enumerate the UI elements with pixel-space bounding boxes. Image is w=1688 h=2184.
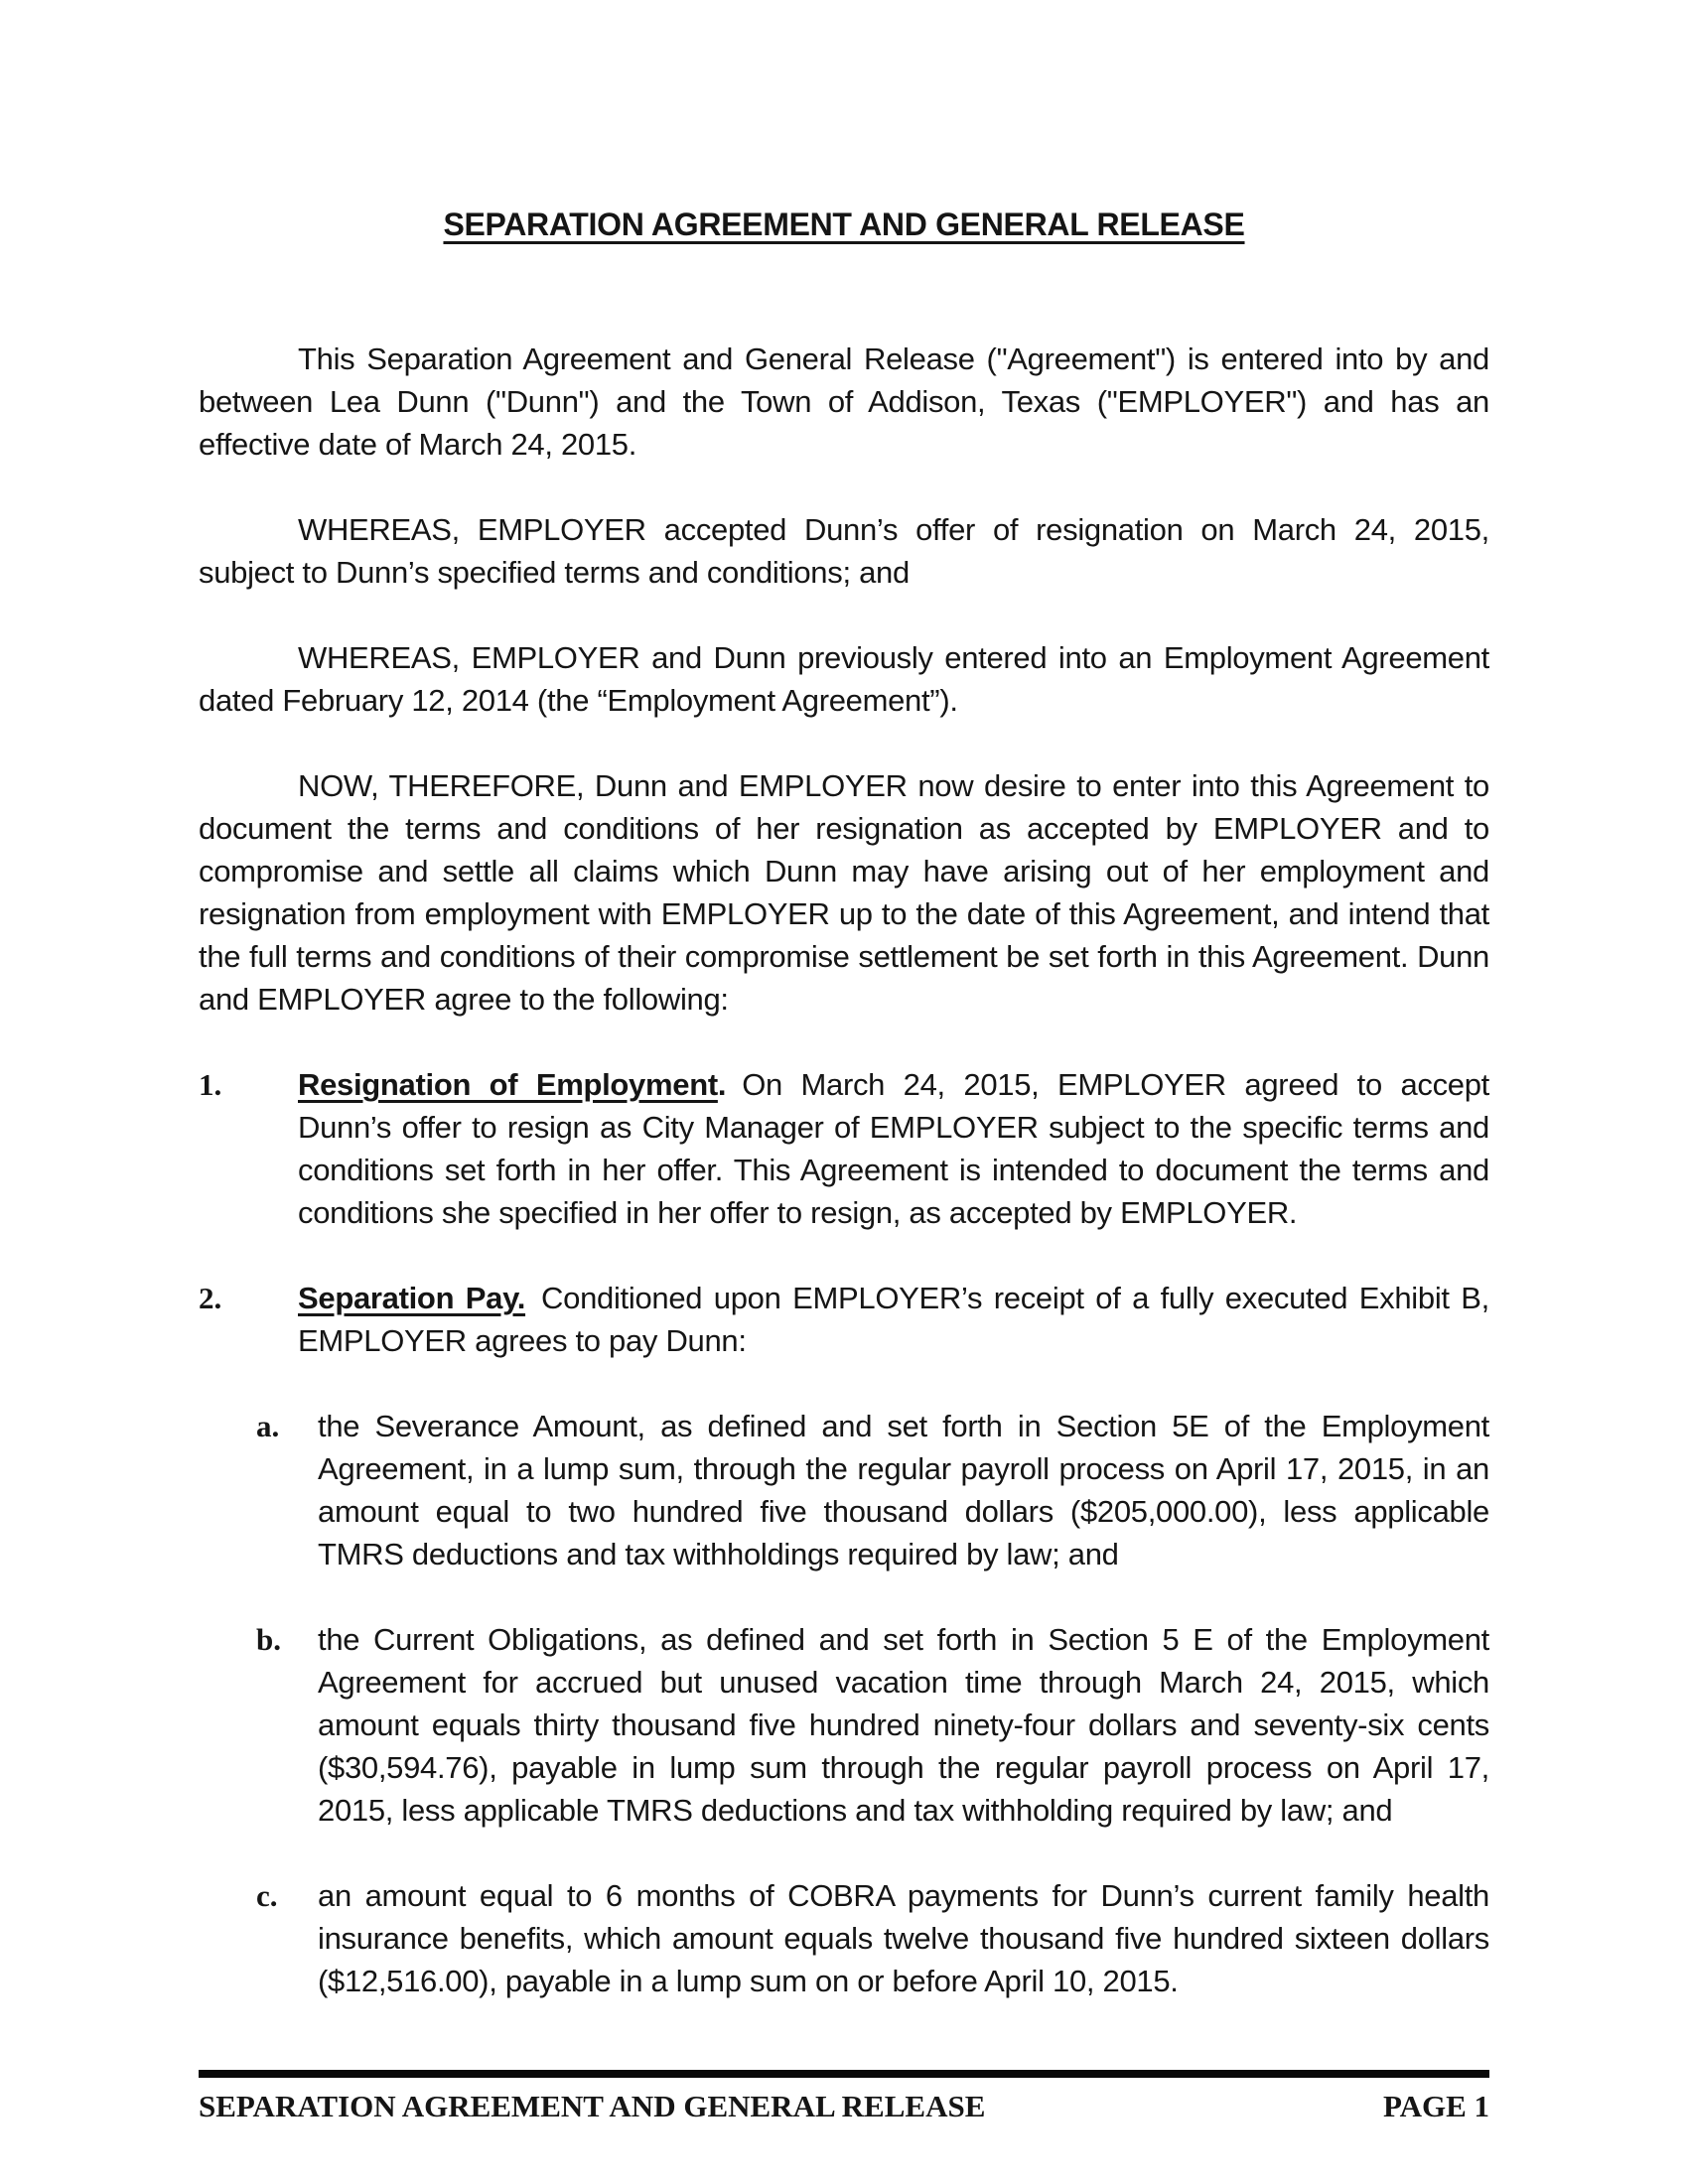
subitem-b-letter: b. [256,1622,281,1657]
item-1-text: On March 24, 2015, EMPLOYER agreed to accept Dunn’s offer to resign as City Manager of EMPLOYER subject to the specific terms and conditions set forth in her offer. This Agreement is intended to document the terms and conditions she specified in her offer to resign, as accepted by EMPLOYER. [298,1067,1489,1230]
subitem-c-text: an amount equal to 6 months of COBRA payments for Dunn’s current family health insurance benefits, which amount equals twelve thousand five hundred sixteen dollars ($12,516.00), payable in a lump sum on or before April 10, 2015. [318,1878,1489,1998]
whereas-paragraph-1: WHEREAS, EMPLOYER accepted Dunn’s offer of resignation on March 24, 2015, subject to Dunn’s specified terms and conditions; and [199,512,1489,590]
item-2-text: Conditioned upon EMPLOYER’s receipt of a fully executed Exhibit B, EMPLOYER agrees to pay Dunn: [298,1281,1489,1358]
subitem-b-text: the Current Obligations, as defined and set forth in Section 5 E of the Employment Agreement for accrued but unused vacation time through March 24, 2015, which amount equals thirty thousand five hundred ninety-four dollars and seventy-six cents ($30,594.76), payable in lump sum through the regular payroll process on April 17, 2015, less applicable TMRS deductions and tax withholding required by law; and [318,1622,1489,1828]
numbered-item-2 [199,1277,1489,1362]
item-1-heading: Resignation of Employment [298,1067,718,1102]
subitem-a-text: the Severance Amount, as defined and set forth in Section 5E of the Employment Agreement, in a lump sum, through the regular payroll process on April 17, 2015, in an amount equal to two hundred five thousand dollars ($205,000.00), less applicable TMRS deductions and tax withholdings required by law; and [318,1409,1489,1571]
subitem-b [256,1618,1489,1832]
page-footer [199,2070,1489,2127]
item-2-number: 2. [199,1281,222,1315]
intro-paragraph-1: This Separation Agreement and General Release ("Agreement") is entered into by and between Lea Dunn ("Dunn") and the Town of Addison, Texas ("EMPLOYER") and has an effective date of March 24, 2015. [199,341,1489,462]
item-1-number: 1. [199,1067,222,1102]
document-title [199,204,1489,246]
footer-document-title: SEPARATION AGREEMENT AND GENERAL RELEASE [199,2089,986,2123]
item-1-body [298,1063,1489,1234]
item-1-heading-period: . [717,1067,727,1102]
now-therefore-paragraph: NOW, THEREFORE, Dunn and EMPLOYER now desire to enter into this Agreement to document the terms and conditions of her resignation as accepted by EMPLOYER and to compromise and settle all claims which Dunn may have arising out of her employment and resignation from employment with EMPLOYER up to the date of this Agreement, and intend that the full terms and conditions of their compromise settlement be set forth in this Agreement. Dunn and EMPLOYER agree to the following: [199,768,1489,1017]
footer-page-number: PAGE 1 [1382,2089,1489,2123]
subitem-c-letter: c. [256,1878,278,1913]
subitem-a [256,1405,1489,1575]
numbered-item-1 [199,1063,1489,1234]
whereas-paragraph-2: WHEREAS, EMPLOYER and Dunn previously entered into an Employment Agreement dated February 12, 2014 (the “Employment Agreement”). [199,640,1489,718]
subitem-a-letter: a. [256,1409,280,1443]
item-2-body [298,1277,1489,1362]
document-title-text: SEPARATION AGREEMENT AND GENERAL RELEASE [443,206,1245,242]
item-2-heading: Separation Pay. [298,1281,526,1315]
subitem-c [256,1874,1489,2002]
